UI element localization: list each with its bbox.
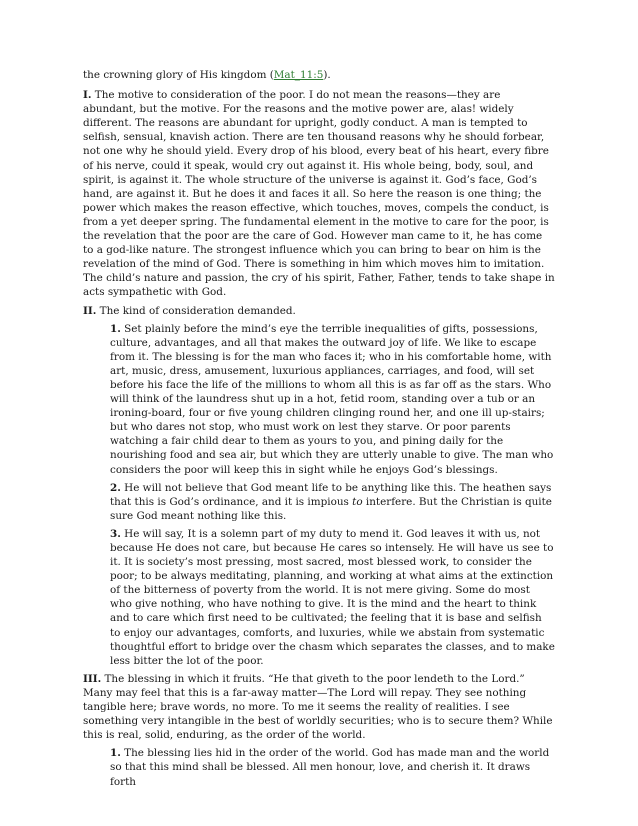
section-text: The kind of consideration demanded.	[96, 304, 296, 317]
section-marker: III.	[83, 672, 102, 685]
section-text: The motive to consideration of the poor. I do not mean the reasons—they are abundant, but the motive. For the reasons and the motive power are, alas! widely different. The reasons are abundant for upright, godly conduct. A man is tempted to selfish, sensual, knavish action. There are ten thousand reasons why he should forbear, not one why he should yield. Every drop of his blood, every beat of his heart, every fibre of his nerve, could it speak, would cry out against it. His whole being, body, soul, and spirit, is against it. The whole structure of the universe is against it. God’s face, God’s hand, are against it. But he does it and faces it all. So here the reason is one thing; the power which makes the reason effective, which touches, moves, compels the conduct, is from a yet deeper spring. The fundamental element in the motive to care for the poor, is the revelation that the poor are the care of God. However man came to it, he has come to a god-like nature. The strongest influence which you can bring to bear on him is the revelation of the mind of God. There is something in him which moves him to imitation. The child’s nature and passion, the cry of his spirit, Father, Father, tends to take shape in acts sympathetic with God.	[83, 89, 555, 299]
section-text: The blessing in which it fruits. “He that giveth to the poor lendeth to the Lord.” Many may feel that this is a far-away matter—The Lord will repay. They see nothing tangible here; brave words, no more. To me it seems the reality of realities. I see something very intangible in the best of worldly securities; who is to secure them? While this is real, solid, enduring, as the order of the world.	[83, 672, 553, 742]
point-marker: 2.	[110, 481, 121, 494]
section-II	[83, 304, 555, 318]
section-II-point-2	[110, 481, 555, 523]
intro-text: the crowning glory of His kingdom (	[83, 69, 274, 81]
document-page	[83, 68, 555, 793]
section-marker: I.	[83, 89, 92, 102]
point-marker: 3.	[110, 527, 121, 540]
section-II-point-3	[110, 527, 555, 668]
section-marker: II.	[83, 304, 97, 317]
point-emphasis: to	[352, 495, 363, 508]
point-text: The blessing lies hid in the order of the world. God has made man and the world so that this mind shall be blessed. All men honour, love, and cherish it. It draws forth	[110, 747, 550, 788]
point-marker: 1.	[110, 322, 121, 335]
point-text-end: interfere. But the Christian is quite sure God meant nothing like this.	[110, 495, 552, 522]
intro-text-end: ).	[323, 69, 331, 81]
section-I	[83, 88, 555, 299]
point-marker: 1.	[110, 747, 121, 760]
section-III-point-1	[110, 746, 555, 788]
section-III	[83, 672, 555, 742]
section-II-point-1	[110, 322, 555, 477]
point-text: He will not believe that God meant life to be anything like this. The heathen says that this is God’s ordinance, and it is impious	[110, 481, 552, 508]
point-text: Set plainly before the mind’s eye the terrible inequalities of gifts, possessions, culture, advantages, and all that makes the outward joy of life. We like to escape from it. The blessing is for the man who faces it; who in his comfortable home, with art, music, dress, amusement, luxurious appliances, carriages, and food, will set before his face the life of the millions to whom all this is as far off as the stars. Who will think of the laundress shut up in a hot, fetid room, standing over a tub or an ironing-board, four or five young children clinging round her, and one ill up-stairs; but who dares not stop, who must work on lest they starve. Or poor parents watching a fair child dear to them as yours to you, and pining daily for the nourishing food and sea air, but which they are utterly unable to give. The man who considers the poor will keep this in sight while he enjoys God’s blessings.	[110, 322, 554, 476]
point-text: He will say, It is a solemn part of my duty to mend it. God leaves it with us, not because He does not care, but because He cares so intensely. He will have us see to it. It is society’s most pressing, most sacred, most blessed work, to consider the poor; to be always meditating, planning, and working at what aims at the extinction of the bitterness of poverty from the world. It is not mere giving. Some do most who give nothing, who have nothing to give. It is the mind and the heart to think and to care which first need to be cultivated; the feeling that it is base and selfish to enjoy our advantages, comforts, and luxuries, while we abstain from systematic thoughtful effort to bridge over the chasm which separates the classes, and to make less bitter the lot of the poor.	[110, 527, 555, 667]
scripture-reference-link[interactable]: Mat_11:5	[273, 69, 324, 81]
intro-paragraph	[83, 68, 555, 82]
